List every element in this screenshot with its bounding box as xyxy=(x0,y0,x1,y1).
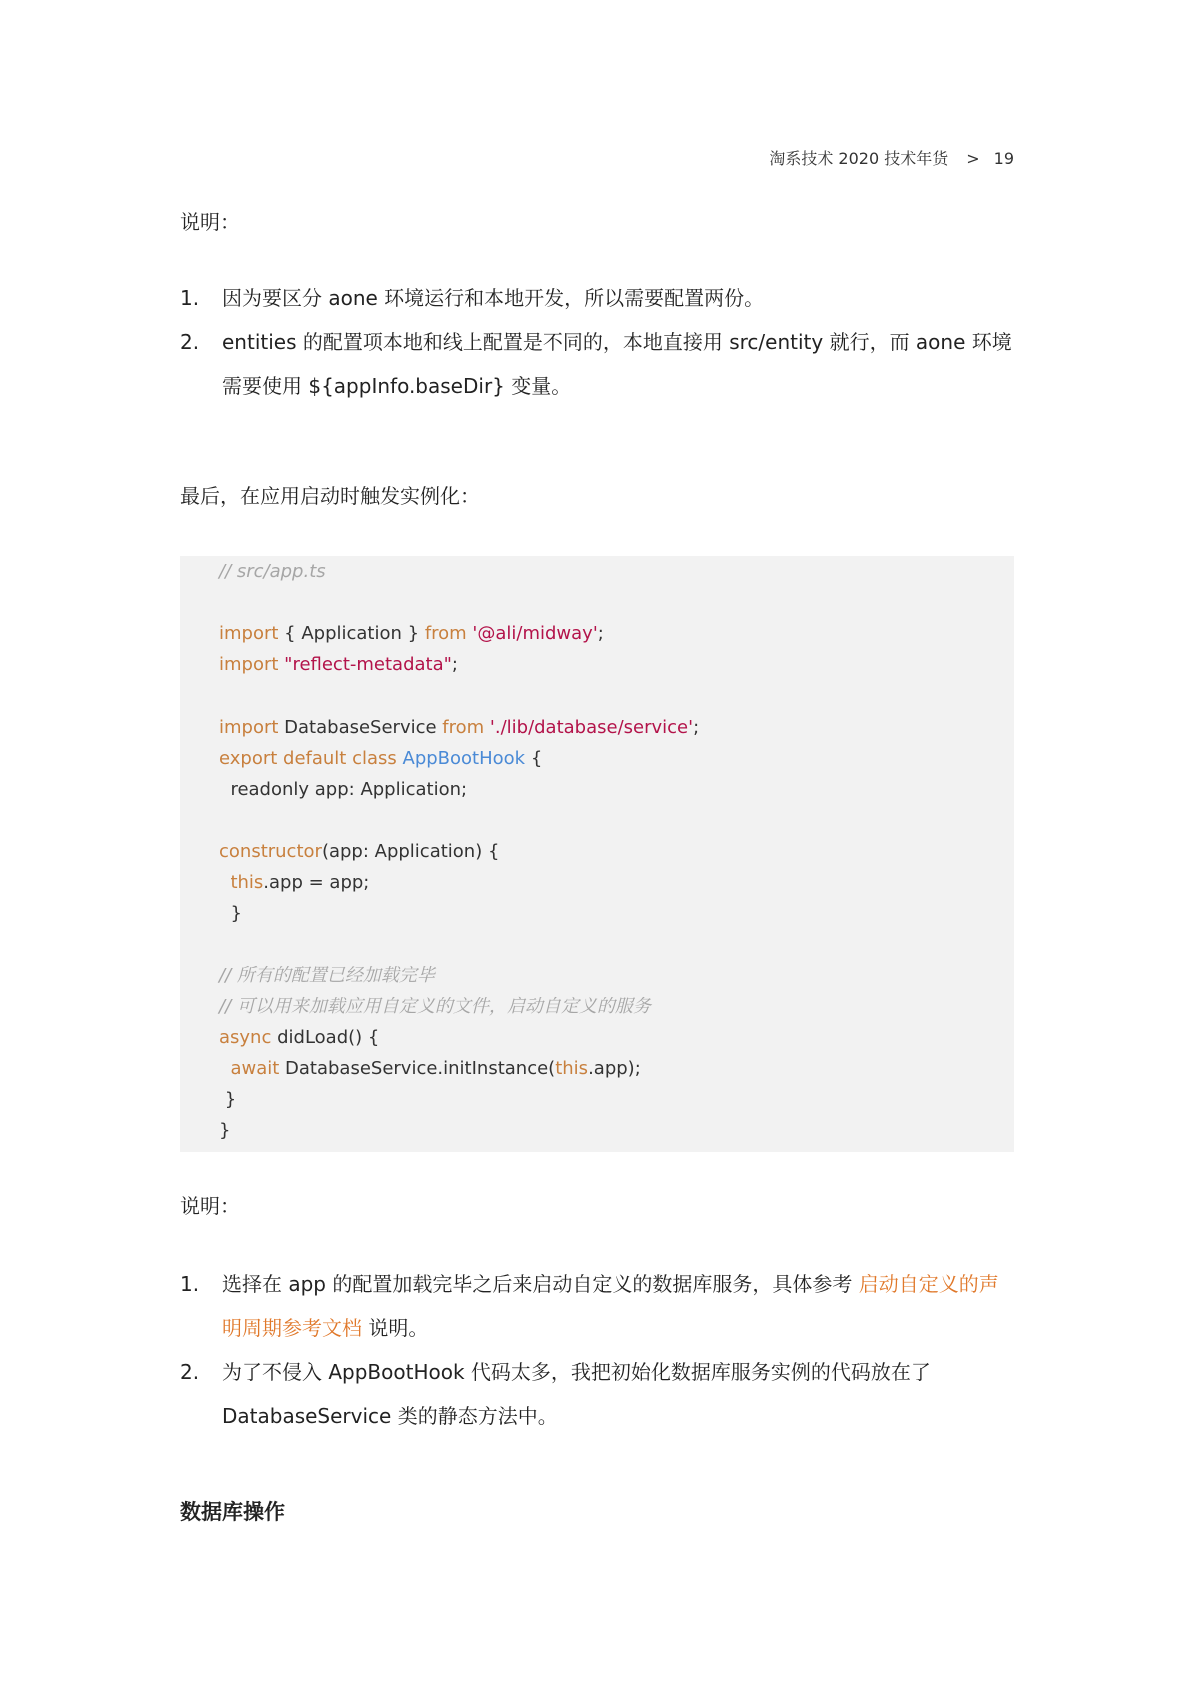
code-text: { xyxy=(525,748,543,769)
note-label-1: 说明： xyxy=(180,210,240,234)
list-text: entities 的配置项本地和线上配置是不同的，本地直接用 src/entity 就行，而 aone 环境需要使用 ${appInfo.baseDir} 变量。 xyxy=(222,330,1012,398)
code-keyword: async xyxy=(219,1027,272,1048)
code-text: { Application } xyxy=(278,623,425,644)
code-comment: // 可以用来加载应用自定义的文件，启动自定义的服务 xyxy=(219,996,651,1017)
section-heading: 数据库操作 xyxy=(180,1500,285,1524)
code-line xyxy=(219,1026,379,1050)
code-line xyxy=(219,1057,641,1081)
list-number: 1. xyxy=(180,1272,200,1296)
code-string: '@ali/midway' xyxy=(466,623,598,644)
code-keyword: this xyxy=(555,1058,589,1079)
code-line: } xyxy=(219,1089,237,1110)
code-text: .app); xyxy=(588,1058,641,1079)
code-line: readonly app: Application; xyxy=(219,779,468,800)
code-keyword: from xyxy=(442,717,485,738)
list-text: 选择在 app 的配置加载完毕之后来启动自定义的数据库服务，具体参考 xyxy=(222,1272,859,1296)
code-text: (app: Application) { xyxy=(321,841,500,862)
doc-link[interactable]: 启动自定义的声明周期参考文档 xyxy=(222,1272,999,1340)
code-line: } xyxy=(219,903,242,924)
list-item xyxy=(180,320,1014,408)
list-text: 为了不侵入 AppBootHook 代码太多，我把初始化数据库服务实例的代码放在了 DatabaseService 类的静态方法中。 xyxy=(222,1360,931,1428)
header-title: 淘系技术 2020 技术年货 xyxy=(769,149,949,168)
list-number: 2. xyxy=(180,330,200,354)
list-item xyxy=(180,1262,1014,1350)
code-line: } xyxy=(219,1120,231,1141)
code-keyword: export default class xyxy=(219,748,397,769)
code-text: .app = app; xyxy=(263,872,370,893)
code-keyword: constructor xyxy=(219,841,322,862)
code-text: ; xyxy=(451,654,458,675)
code-keyword: import xyxy=(219,623,279,644)
code-line xyxy=(219,747,542,771)
code-keyword: from xyxy=(424,623,467,644)
code-keyword: this xyxy=(219,872,264,893)
code-comment: // 所有的配置已经加载完毕 xyxy=(219,965,435,986)
code-line xyxy=(219,871,369,895)
page-header xyxy=(769,146,1014,169)
header-separator: > xyxy=(966,149,980,168)
code-keyword: await xyxy=(219,1058,280,1079)
code-string: './lib/database/service' xyxy=(484,717,694,738)
code-text: didLoad() { xyxy=(271,1027,380,1048)
code-line xyxy=(219,653,458,677)
list-number: 1. xyxy=(180,286,200,310)
code-keyword: import xyxy=(219,717,279,738)
list-text: 说明。 xyxy=(362,1316,429,1340)
code-class-name: AppBootHook xyxy=(396,748,526,769)
code-text: DatabaseService xyxy=(278,717,443,738)
code-text: DatabaseService.initInstance( xyxy=(279,1058,556,1079)
note-list-2 xyxy=(180,1262,1014,1438)
note-list-1 xyxy=(180,276,1014,408)
code-line xyxy=(219,716,699,740)
note-label-2: 说明： xyxy=(180,1194,240,1218)
list-text: 因为要区分 aone 环境运行和本地开发，所以需要配置两份。 xyxy=(222,286,765,310)
code-comment: // src/app.ts xyxy=(219,561,326,582)
code-text: ; xyxy=(597,623,604,644)
page-number: 19 xyxy=(993,149,1014,168)
code-text: ; xyxy=(693,717,700,738)
list-number: 2. xyxy=(180,1360,200,1384)
code-keyword: import xyxy=(219,654,279,675)
list-item xyxy=(180,276,1014,320)
code-line xyxy=(219,840,499,864)
code-line xyxy=(219,622,604,646)
code-block xyxy=(180,556,1014,1152)
list-item xyxy=(180,1350,1014,1438)
intro-text: 最后，在应用启动时触发实例化： xyxy=(180,484,480,508)
code-string: "reflect-metadata" xyxy=(278,654,452,675)
